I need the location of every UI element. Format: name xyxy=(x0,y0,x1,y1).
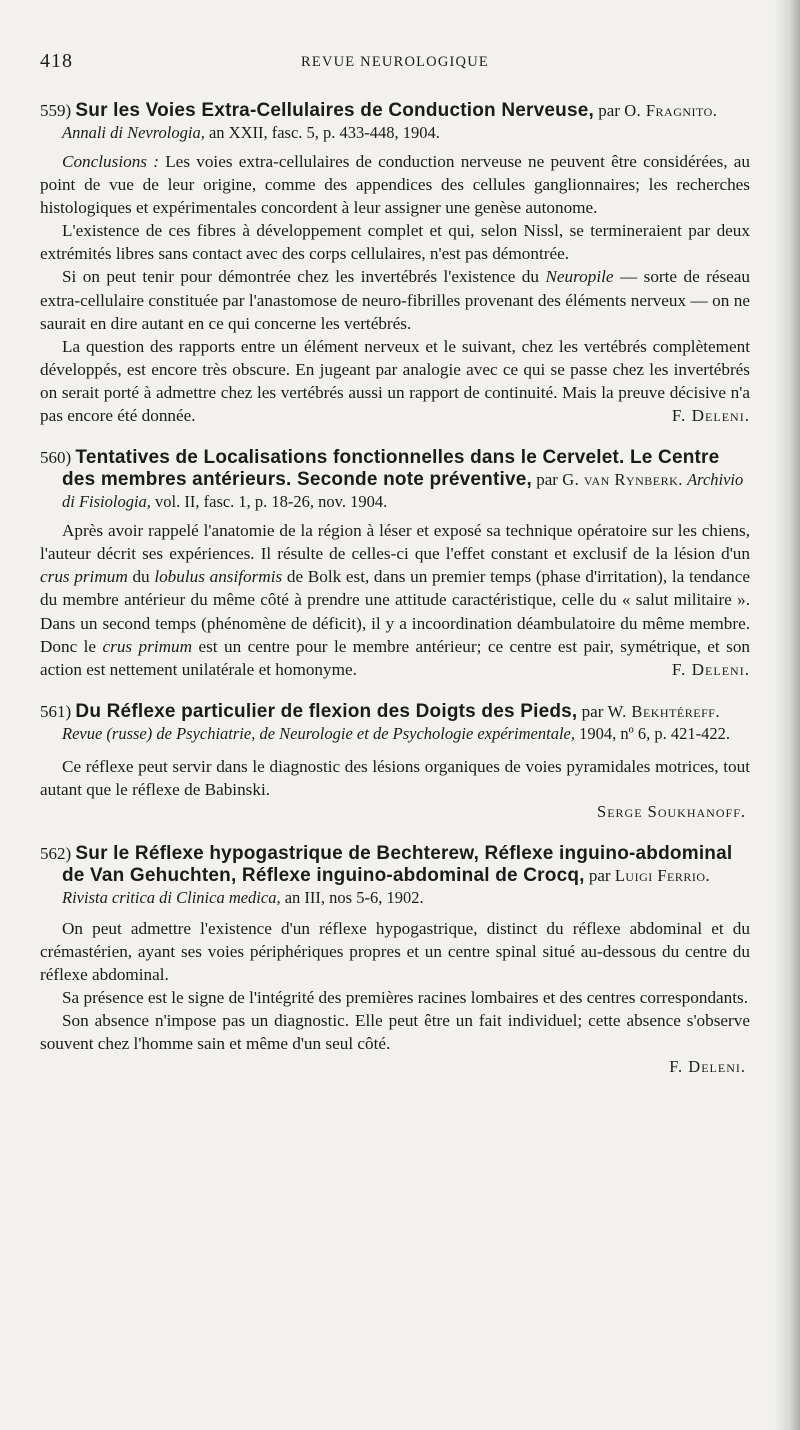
entry-par: par xyxy=(598,101,620,120)
entry-number: 561) xyxy=(40,701,72,721)
entry-journal: Rivista critica di Clinica medica, xyxy=(62,887,281,907)
page-header xyxy=(40,50,750,80)
entry-heading xyxy=(40,843,750,909)
entry-562 xyxy=(40,843,750,1078)
entry-par: par xyxy=(588,865,611,885)
entry-paragraph: L'existence de ces fibres à développement complet et qui, selon Nissl, se termineraient par deux extrémités libres sans contact avec des corps cellulaires, n'est pas démontrée. xyxy=(40,221,750,264)
entry-title: Sur le Réflexe hypogastrique de Bechterew, Réflexe inguino-abdominal de Van Gehuchten, Réflexe inguino-abdominal de Crocq, xyxy=(62,842,733,886)
entry-560 xyxy=(40,447,750,681)
crus-primum-term: crus primum xyxy=(40,567,128,587)
entry-par: par xyxy=(581,701,604,721)
running-title: REVUE NEUROLOGIQUE xyxy=(301,54,489,70)
entry-paragraph: Conclusions : Les voies extra-cellulaires de conduction nerveuse ne peuvent être considérées, au point de vue de leur origine, comme des appendices des cellules ganglionnaires; les recherches histologiques et expérimentales concordent à leur assigner une genèse autonome. xyxy=(40,152,751,218)
neuropile-term: Neuropile xyxy=(545,267,614,287)
entry-signature: F. Deleni. xyxy=(671,406,750,426)
entry-number: 562) xyxy=(40,843,72,863)
entry-paragraph: Sa présence est le signe de l'intégrité des premières racines lombaires et des centres correspondants. xyxy=(62,988,749,1008)
entry-author: G. van Rynberk. xyxy=(562,470,683,490)
entry-signature: F. Deleni. xyxy=(669,1056,746,1076)
entry-paragraph: La question des rapports entre un élément nerveux et le suivant, chez les vertébrés complètement développés, est encore très obscure. En jugeant par analogie avec ce qui se passe chez les invertébrés on serait porté à admettre chez les vertébrés aussi un rapport de continuité. Mais la preuve décisive n'a pas encore été donnée. F. Deleni. xyxy=(40,335,750,427)
entry-reference: vol. II, fasc. 1, p. 18-26, nov. 1904. xyxy=(155,492,388,512)
entry-reference: an XXII, fasc. 5, p. 433-448, 1904. xyxy=(208,123,440,142)
entry-paragraph: Son absence n'impose pas un diagnostic. Elle peut être un fait individuel; cette absence s'observe souvent chez l'homme sain et même d'un seul côté. xyxy=(40,1011,750,1054)
entry-paragraph: On peut admettre l'existence d'un réflexe hypogastrique, distinct du réflexe abdominal et du crémastérien, ayant ses voies périphériques propres et un centre spinal situé au-dessous du centre du réflexe abdominal. xyxy=(40,918,750,985)
entry-title: Sur les Voies Extra-Cellulaires de Conduction Nerveuse, xyxy=(75,100,594,121)
entry-heading xyxy=(40,701,750,745)
entry-paragraph: Si on peut tenir pour démontrée chez les invertébrés l'existence du Neuropile — sorte de réseau extra-cellulaire constituée par l'anastomose de neuro-fibrilles provenant des éléments nerveux — on ne saurait en dire autant en ce qui concerne les vertébrés. xyxy=(40,267,751,333)
entry-signature: F. Deleni. xyxy=(671,659,750,679)
entry-author: Luigi Ferrio. xyxy=(614,865,711,885)
entry-paragraph: Ce réflexe peut servir dans le diagnostic des lésions organiques de voies pyramidales motrices, tout autant que le réflexe de Babinski. xyxy=(40,756,750,799)
page-edge-shadow xyxy=(774,0,800,1430)
entry-paragraph: Après avoir rappelé l'anatomie de la région à léser et exposé sa technique opératoire sur les chiens, l'auteur décrit ses expériences. Il résulte de celles-ci que l'effet constant et exclusif de la lésion d'un crus primum du lobulus ansiformis de Bolk est, dans un premier temps (phase d'irritation), la tendance du membre antérieur du même côté à prendre une attitude caractéristique, celle du « salut militaire ». Dans un second temps (phénomène de déficit), il y a incoordination déambulatoire du même membre. Donc le crus primum est un centre pour le membre antérieur; ce centre est pair, symétrique, et son action est nettement unilatérale et homonyme. F. Deleni. xyxy=(40,519,750,681)
entry-author: W. Bekhtéreff. xyxy=(607,701,721,721)
entry-559 xyxy=(40,100,750,427)
entry-heading xyxy=(40,100,750,144)
conclusions-lead: Conclusions : xyxy=(62,152,159,171)
entry-heading xyxy=(40,447,750,513)
entry-number: 559) xyxy=(40,101,72,120)
entry-journal: Revue (russe) de Psychiatrie, de Neurologie et de Psychologie expérimentale, xyxy=(62,723,575,743)
entry-reference: an III, nos 5-6, 1902. xyxy=(284,887,424,907)
entry-author: O. Fragnito. xyxy=(624,101,718,120)
entry-journal: Archivio di Fisiologia, xyxy=(62,470,744,512)
crus-primum-term: crus primum xyxy=(102,636,193,656)
entry-reference: 1904, nº 6, p. 421-422. xyxy=(579,723,730,743)
entry-signature: Serge Soukhanoff. xyxy=(597,801,746,821)
entry-journal: Annali di Nevrologia, xyxy=(62,123,205,142)
entry-title: Du Réflexe particulier de flexion des Doigts des Pieds, xyxy=(75,700,578,722)
entry-561 xyxy=(40,701,750,823)
page-number: 418 xyxy=(40,50,73,72)
lobulus-term: lobulus ansiformis xyxy=(154,567,283,587)
entry-par: par xyxy=(536,470,558,490)
entry-title: Tentatives de Localisations fonctionnelles dans le Cervelet. Le Centre des membres antérieurs. Seconde note préventive, xyxy=(62,447,720,491)
entry-number: 560) xyxy=(40,448,72,468)
